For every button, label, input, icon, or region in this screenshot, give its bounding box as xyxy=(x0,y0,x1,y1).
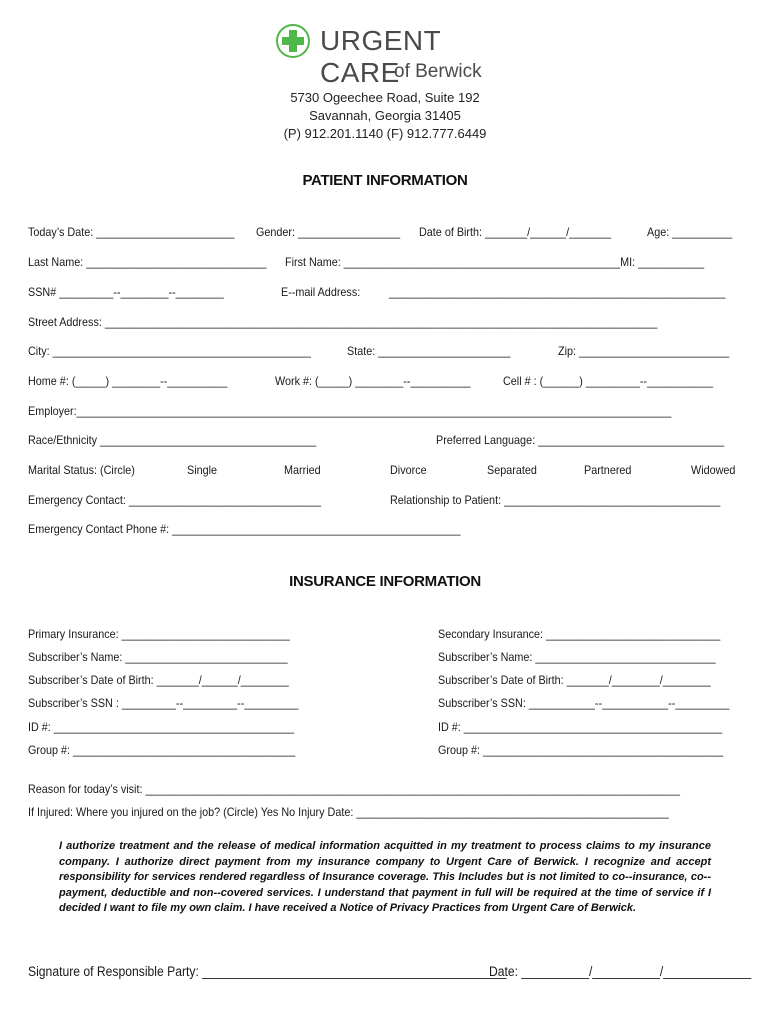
home-phone-field[interactable]: Home #: (_____) ________--__________ xyxy=(28,374,228,388)
preferred-language-field[interactable]: Preferred Language: _______________________________ xyxy=(436,433,725,447)
phone-fax: (P) 912.201.1140 (F) 912.777.6449 xyxy=(283,126,487,141)
street-address-field[interactable]: Street Address: ____________________________________________________________________________________________ xyxy=(28,315,658,329)
marital-option-divorce[interactable]: Divorce xyxy=(390,463,427,477)
work-phone-field[interactable]: Work #: (_____) ________--__________ xyxy=(275,374,471,388)
logo xyxy=(276,21,496,88)
secondary-subscriber-dob-field[interactable]: Subscriber’s Date of Birth: _______/________/________ xyxy=(438,673,711,687)
marital-option-separated[interactable]: Separated xyxy=(487,463,537,477)
primary-insurance-field[interactable]: Primary Insurance: ____________________________ xyxy=(28,627,290,641)
email-label: E--mail Address: xyxy=(281,285,361,299)
emergency-phone-field[interactable]: Emergency Contact Phone #: ________________________________________________ xyxy=(28,522,461,536)
secondary-id-field[interactable]: ID #: ___________________________________________ xyxy=(438,720,723,734)
signature-date-field[interactable]: Date: __________/__________/_____________ xyxy=(489,964,752,979)
patient-information-title: PATIENT INFORMATION xyxy=(302,172,468,189)
secondary-subscriber-ssn-field[interactable]: Subscriber’s SSN: ___________--___________--_________ xyxy=(438,696,730,710)
primary-subscriber-dob-field[interactable]: Subscriber’s Date of Birth: _______/______/________ xyxy=(28,673,289,687)
employer-field[interactable]: Employer:___________________________________________________________________________________________________ xyxy=(28,404,672,418)
reason-for-visit-field[interactable]: Reason for today’s visit: _________________________________________________________________________________________ xyxy=(28,782,681,796)
plus-cross-icon xyxy=(276,24,310,58)
zip-field[interactable]: Zip: _________________________ xyxy=(558,344,730,358)
secondary-insurance-field[interactable]: Secondary Insurance: _____________________________ xyxy=(438,627,721,641)
emergency-contact-field[interactable]: Emergency Contact: ________________________________ xyxy=(28,493,322,507)
date-of-birth-field[interactable]: Date of Birth: _______/______/_______ xyxy=(419,225,612,239)
authorization-statement: I authorize treatment and the release of medical information acquitted in my treatment to process claims to my insurance company. I authorize direct payment from my insurance company to Urgent Care of Berwick. I recognize and accept responsibility for services rendered regardless of Insurance coverage. This Includes but is not limited to co--insurance, co--payment, deductible and non--covered services. I understand that payment in full will be required at the time of service if I decided I want to file my own claim. I have received a Notice of Privacy Practices from Urgent Care of Berwick. xyxy=(59,840,711,914)
primary-group-field[interactable]: Group #: _____________________________________ xyxy=(28,743,296,757)
injury-question-field[interactable]: If Injured: Where you injured on the job? (Circle) Yes No Injury Date: ____________________________________________________ xyxy=(28,805,669,819)
first-name-mi-field[interactable]: First Name: ______________________________________________MI: ___________ xyxy=(285,255,705,269)
city-field[interactable]: City: ___________________________________________ xyxy=(28,344,311,358)
ssn-field[interactable]: SSN# _________--________--________ xyxy=(28,285,224,299)
marital-option-single[interactable]: Single xyxy=(187,463,218,477)
email-field[interactable]: ________________________________________________________ xyxy=(389,285,726,299)
marital-option-partnered[interactable]: Partnered xyxy=(584,463,632,477)
marital-option-widowed[interactable]: Widowed xyxy=(691,463,736,477)
secondary-subscriber-name-field[interactable]: Subscriber’s Name: ______________________________ xyxy=(438,650,716,664)
logo-name: URGENT CARE xyxy=(320,25,441,88)
gender-field[interactable]: Gender: _________________ xyxy=(256,225,401,239)
logo-subtitle: of Berwick xyxy=(394,61,482,82)
insurance-information-title: INSURANCE INFORMATION xyxy=(289,573,481,590)
marital-status-label: Marital Status: (Circle) xyxy=(28,463,135,477)
address-line-1: 5730 Ogeechee Road, Suite 192 xyxy=(290,90,480,105)
age-field[interactable]: Age: __________ xyxy=(647,225,733,239)
primary-subscriber-ssn-field[interactable]: Subscriber’s SSN : _________--_________--_________ xyxy=(28,696,299,710)
address-line-2: Savannah, Georgia 31405 xyxy=(309,108,461,123)
race-ethnicity-field[interactable]: Race/Ethnicity ____________________________________ xyxy=(28,433,317,447)
secondary-group-field[interactable]: Group #: ________________________________________ xyxy=(438,743,724,757)
state-field[interactable]: State: ______________________ xyxy=(347,344,511,358)
last-name-field[interactable]: Last Name: ______________________________ xyxy=(28,255,267,269)
todays-date-field[interactable]: Today’s Date: _______________________ xyxy=(28,225,235,239)
cell-phone-field[interactable]: Cell # : (______) _________--___________ xyxy=(503,374,714,388)
primary-subscriber-name-field[interactable]: Subscriber’s Name: ___________________________ xyxy=(28,650,288,664)
signature-field[interactable]: Signature of Responsible Party: _____________________________________________ xyxy=(28,964,507,979)
relationship-field[interactable]: Relationship to Patient: ____________________________________ xyxy=(390,493,721,507)
primary-id-field[interactable]: ID #: ________________________________________ xyxy=(28,720,295,734)
marital-option-married[interactable]: Married xyxy=(284,463,321,477)
